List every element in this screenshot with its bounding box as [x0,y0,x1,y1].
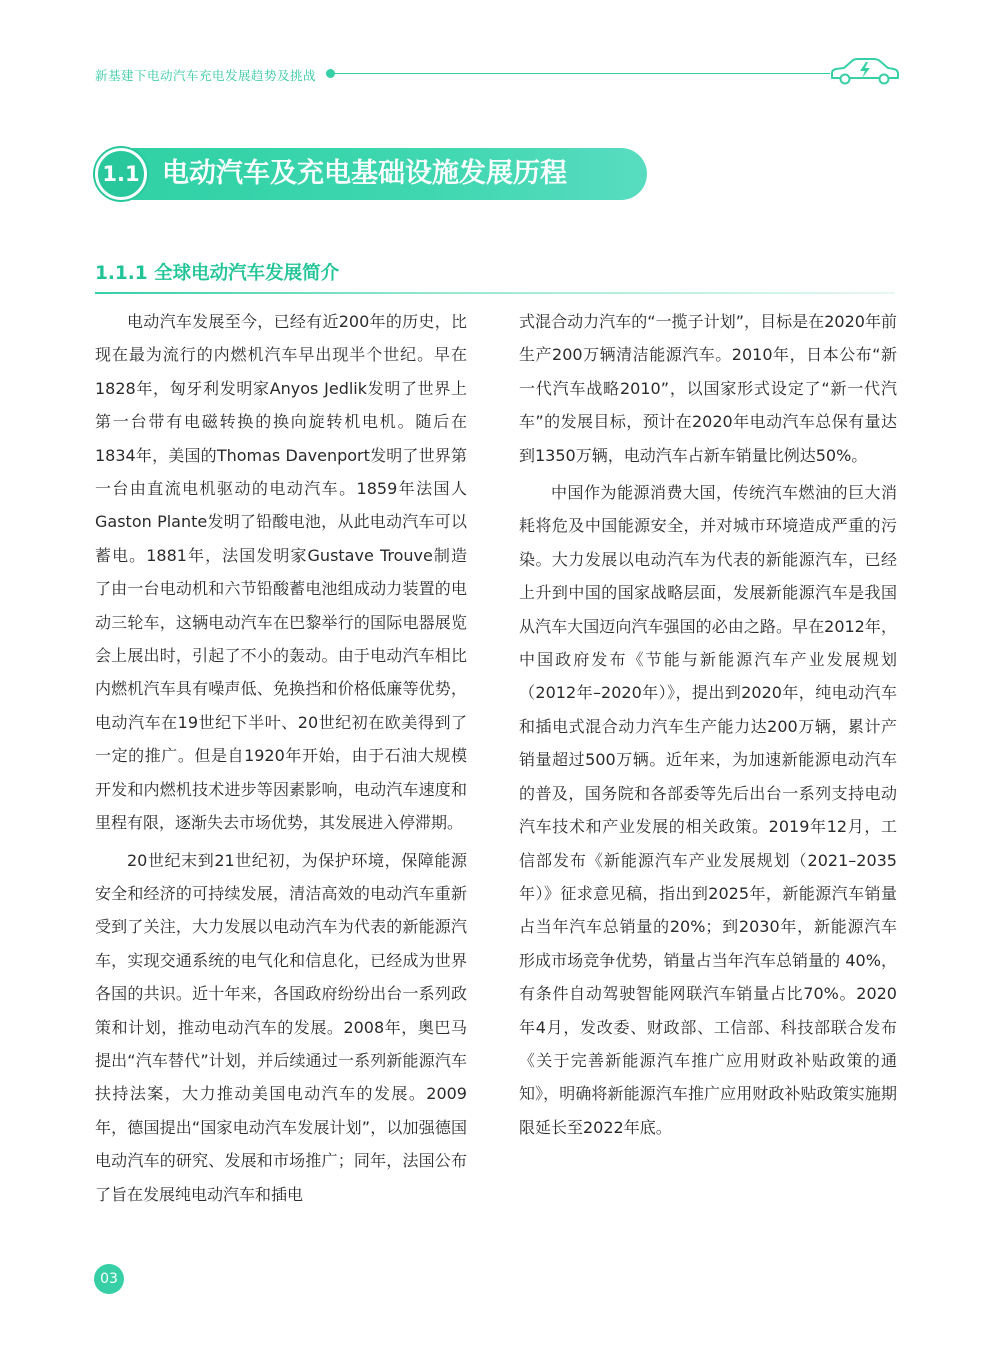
body-paragraph: 中国作为能源消费大国，传统汽车燃油的巨大消耗将危及中国能源安全，并对城市环境造成严重的污染。大力发展以电动汽车为代表的新能源汽车，已经上升到中国的国家战略层面，发展新能源汽车是我国从汽车大国迈向汽车强国的必由之路。早在2012年，中国政府发布《节能与新能源汽车产业发展规划（2012年–2020年）》，提出到2020年，纯电动汽车和插电式混合动力汽车生产能力达200万辆，累计产销量超过500万辆。近年来，为加速新能源电动汽车的普及，国务院和各部委等先后出台一系列支持电动汽车技术和产业发展的相关政策。2019年12月，工信部发布《新能源汽车产业发展规划（2021–2035年）》征求意见稿，指出到2025年，新能源汽车销量占当年汽车总销量的20%；到2030年，新能源汽车形成市场竞争优势，销量占当年汽车总销量的 40%，有条件自动驾驶智能网联汽车销量占比70%。2020年4月，发改委、财政部、工信部、科技部联合发布《关于完善新能源汽车推广应用财政补贴政策的通知》，明确将新能源汽车推广应用财政补贴政策实施期限延长至2022年底。 [519,483,897,1137]
body-paragraph: 电动汽车发展至今，已经有近200年的历史，比现在最为流行的内燃机汽车早出现半个世纪。早在1828年，匈牙利发明家Anyos Jedlik发明了世界上第一台带有电磁转换的换向旋转机电机。随后在1834年，美国的Thomas Davenport发明了世界第一台由直流电机驱动的电动汽车。1859年法国人Gaston Plante发明了铅酸电池，从此电动汽车可以蓄电。1881年，法国发明家Gustave Trouve制造了由一台电动机和六节铅酸蓄电池组成动力装置的电动三轮车，这辆电动汽车在巴黎举行的国际电器展览会上展出时，引起了不小的轰动。由于电动汽车相比内燃机汽车具有噪声低、免换挡和价格低廉等优势，电动汽车在19世纪下半叶、20世纪初在欧美得到了一定的推广。但是自1920年开始，由于石油大规模开发和内燃机技术进步等因素影响，电动汽车速度和里程有限，逐渐失去市场优势，其发展进入停滞期。 [95,312,467,833]
body-paragraph: 20世纪末到21世纪初，为保护环境，保障能源安全和经济的可持续发展，清洁高效的电动汽车重新受到了关注，大力发展以电动汽车为代表的新能源汽车，实现交通系统的电气化和信息化，已经成为世界各国的共识。近十年来，各国政府纷纷出台一系列政策和计划，推动电动汽车的发展。2008年，奥巴马提出“汽车替代”计划，并后续通过一系列新能源汽车扶持法案，大力推动美国电动汽车的发展。2009年，德国提出“国家电动汽车发展计划”，以加强德国电动汽车的研究、发展和市场推广；同年，法国公布了旨在发展纯电动汽车和插电 [95,850,467,1204]
right-text-column [519,305,897,1144]
section-number-badge: 1.1 [95,148,147,200]
running-header-title: 新基建下电动汽车充电发展趋势及挑战 [95,68,317,83]
page-number: 03 [94,1264,124,1294]
subsection-title: 1.1.1 全球电动汽车发展简介 [95,263,340,284]
left-text-column [95,305,467,1211]
header-rule [330,73,830,74]
section-title: 电动汽车及充电基础设施发展历程 [162,158,567,189]
electric-car-icon [828,56,900,86]
subsection-rule [95,292,895,294]
body-paragraph-continued: 式混合动力汽车的“一揽子计划”，目标是在2020年前生产200万辆清洁能源汽车。2010年，日本公布“新一代汽车战略2010”，以国家形式设定了“新一代汽车”的发展目标，预计在2020年电动汽车总保有量达到1350万辆，电动汽车占新车销量比例达50%。 [519,312,897,465]
